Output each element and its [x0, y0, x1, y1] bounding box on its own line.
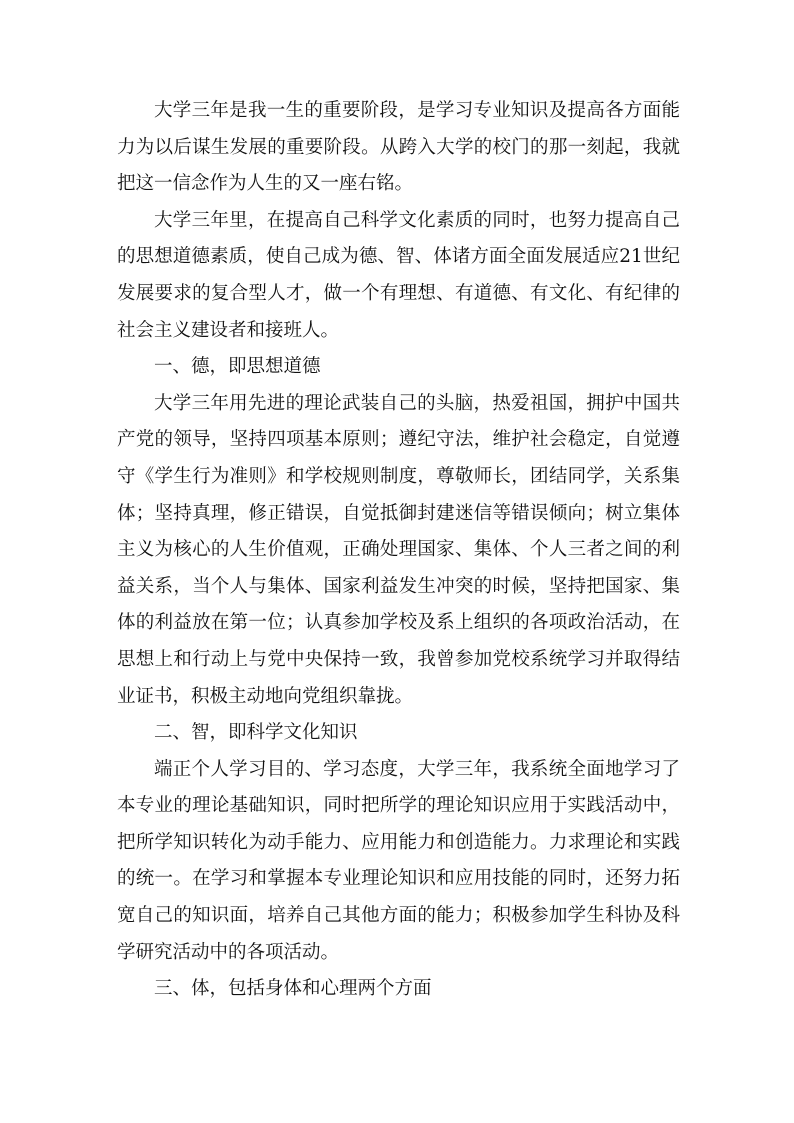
heading-morality: 一、德，即思想道德 — [154, 356, 321, 378]
paragraph-knowledge: 端正个人学习目的、学习态度，大学三年，我系统全面地学习了本专业的理论基础知识，同时把所学的理论知识应用于实践活动中，把所学知识转化为动手能力、应用能力和创造能力。力求理论和实践的统一。在学习和掌握本专业理论知识和应用技能的同时，还努力拓宽自己的知识面，培养自己其他方面的能力；积极参加学生科协及科学研究活动中的各项活动。 — [117, 758, 680, 963]
paragraph-morality: 大学三年用先进的理论武装自己的头脑，热爱祖国，拥护中国共产党的领导，坚持四项基本原则；遵纪守法，维护社会稳定，自觉遵守《学生行为准则》和学校规则制度，尊敬师长，团结同学，关系集体；坚持真理，修正错误，自觉抵御封建迷信等错误倾向；树立集体主义为核心的人生价值观，正确处理国家、集体、个人三者之间的利益关系，当个人与集体、国家利益发生冲突的时候，坚持把国家、集体的利益放在第一位；认真参加学校及系上组织的各项政治活动，在思想上和行动上与党中央保持一致，我曾参加党校系统学习并取得结业证书，积极主动地向党组织靠拢。 — [117, 392, 680, 707]
heading-knowledge: 二、智，即科学文化知识 — [154, 722, 358, 744]
paragraph-intro: 大学三年是我一生的重要阶段，是学习专业知识及提高各方面能力为以后谋生发展的重要阶段。从跨入大学的校门的那一刻起，我就把这一信念作为人生的又一座右铭。 — [117, 100, 680, 195]
paragraph-goal: 大学三年里，在提高自己科学文化素质的同时，也努力提高自己的思想道德素质，使自己成为德、智、体诸方面全面发展适应21世纪发展要求的复合型人才，做一个有理想、有道德、有文化、有纪律的社会主义建设者和接班人。 — [117, 209, 680, 341]
document-body — [117, 93, 680, 1008]
heading-physical: 三、体，包括身体和心理两个方面 — [154, 978, 432, 1000]
